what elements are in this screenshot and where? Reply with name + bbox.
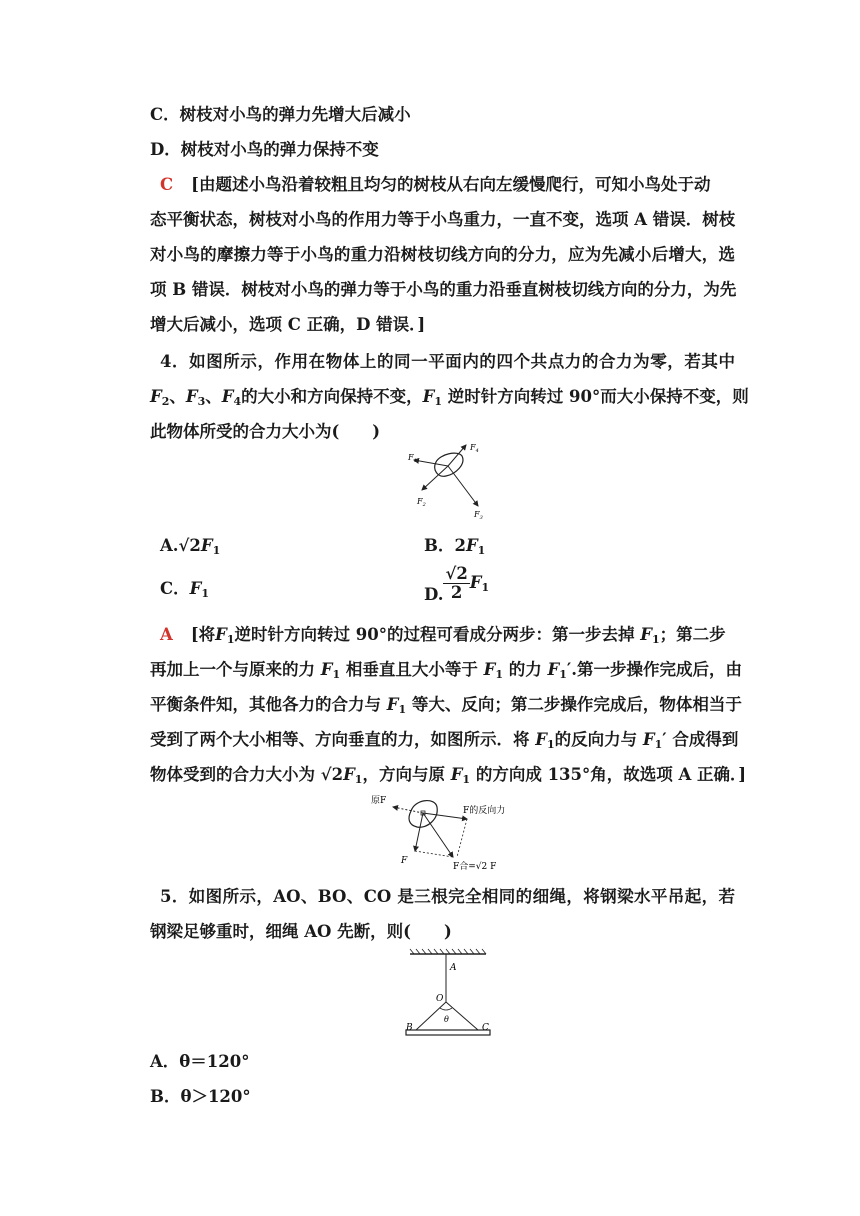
label-f2: $F_2$: [417, 497, 426, 508]
q5-stem-line-1: 5．如图所示，AO、BO、CO 是三根完全相同的细绳，将钢梁水平吊起，若: [160, 887, 735, 906]
q5-option-a: A．θ＝120°: [150, 1052, 250, 1071]
q4-stem-line-2: $F_2$、$F_3$、$F_4$的大小和方向保持不变，$F_1$ 逆时针方向转过 90°而大小保持不变，则: [150, 387, 749, 408]
label-resultant: F合=√2 F: [453, 862, 497, 871]
q4-explanation-line-3: 平衡条件知，其他各力的合力与 $F_1$ 等大、反向；第二步操作完成后，物体相当于: [150, 695, 742, 716]
label-o: O: [436, 994, 444, 1004]
q4-stem-line-3: 此物体所受的合力大小为( ): [150, 422, 381, 441]
q4-force-diagram: [400, 440, 500, 522]
q4-option-b: B．$2F_1$: [424, 536, 486, 557]
f3-arrow: [448, 466, 478, 506]
q4-explanation-line-1: A [将$F_1$逆时针方向转过 90°的过程可看成分两步：第一步去掉 $F_1$；第二步: [160, 625, 726, 646]
q4-explanation-line-2: 再加上一个与原来的力 $F_1$ 相垂直且大小等于 $F_1$ 的力 $F_1'$.第一步操作完成后，由: [150, 660, 742, 681]
label-original-f1: 原F: [371, 796, 387, 806]
q4-answer: A: [160, 625, 173, 644]
q5-beam-diagram: [400, 948, 496, 1040]
q5-stem-line-2: 钢梁足够重时，细绳 AO 先断，则( ): [150, 922, 452, 941]
label-f1: $F_1$: [408, 453, 417, 464]
rope-bo: [416, 1002, 446, 1030]
q4-explanation-line-4: 受到了两个大小相等、方向垂直的力，如图所示．将 $F_1$的反向力与 $F_1'$ 合成得到: [150, 730, 739, 751]
q4-resultant-diagram: [365, 789, 540, 871]
q4-explanation-line-5: 物体受到的合力大小为 $√2F_1$，方向与原 $F_1$ 的方向成 135°角，故选项 A 正确．]: [150, 765, 747, 786]
q3-option-d: D．树枝对小鸟的弹力保持不变: [150, 140, 379, 159]
label-c: C: [482, 1023, 489, 1033]
label-a: A: [450, 963, 457, 973]
rope-co: [446, 1002, 478, 1030]
q4-stem-line-1: 4．如图所示，作用在物体上的同一平面内的四个共点力的合力为零，若其中: [160, 352, 735, 371]
label-theta: θ: [444, 1015, 449, 1024]
q4-option-d: D. $\frac{√2}{2}$ $F_1$: [424, 564, 490, 604]
q5-option-b: B．θ＞120°: [150, 1087, 251, 1106]
label-b: B: [406, 1023, 413, 1033]
q3-explanation-line-1: C [由题述小鸟沿着较粗且均匀的树枝从右向左缓慢爬行，可知小鸟处于动: [160, 175, 711, 194]
label-f1-prime: F: [401, 856, 408, 866]
label-reverse-f1: F的反向力: [463, 806, 506, 816]
q3-explanation-line-5: 增大后减小，选项 C 正确，D 错误．]: [150, 315, 426, 334]
label-f3: $F_3$: [474, 510, 483, 521]
q3-option-c: C．树枝对小鸟的弹力先增大后减小: [150, 105, 411, 124]
q3-explanation-line-3: 对小鸟的摩擦力等于小鸟的重力沿树枝切线方向的分力，应为先减小后增大，选: [150, 245, 735, 264]
q4-option-a: $A.√2F_1$: [160, 536, 221, 557]
steel-beam: [406, 1030, 490, 1035]
q3-explanation-line-4: 项 B 错误．树枝对小鸟的弹力等于小鸟的重力沿垂直树枝切线方向的分力，为先: [150, 280, 737, 299]
q3-answer: C: [160, 175, 174, 194]
q4-option-c: C．$F_1$: [160, 579, 210, 600]
q3-explanation-line-2: 态平衡状态，树枝对小鸟的作用力等于小鸟重力，一直不变，选项 A 错误．树枝: [150, 210, 736, 229]
resultant-arrow: [423, 813, 453, 857]
label-f4: $F_4$: [470, 443, 479, 454]
